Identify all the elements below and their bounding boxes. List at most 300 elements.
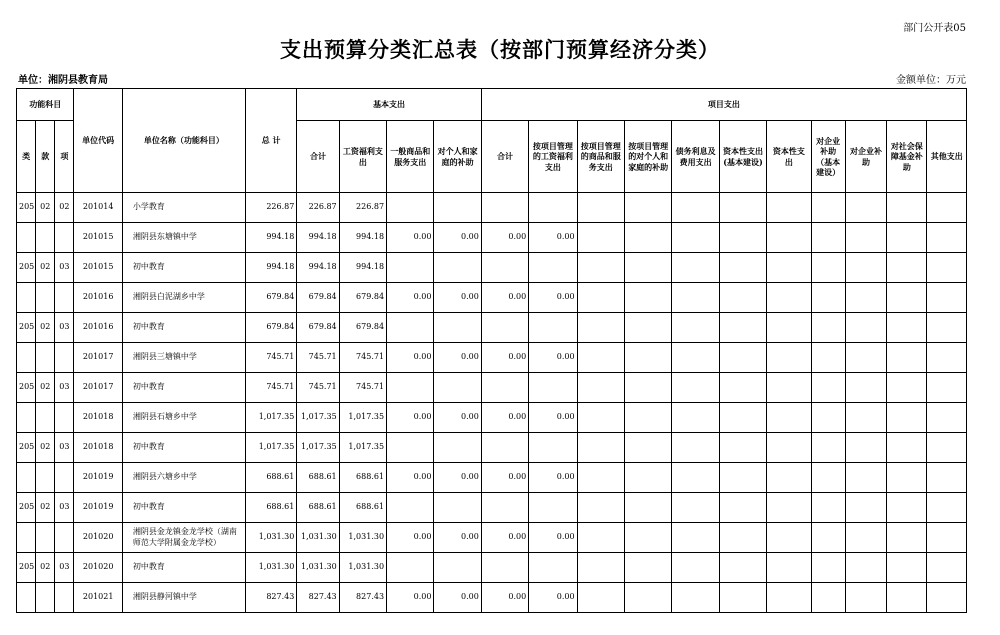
- basic-goods-cell: 0.00: [387, 283, 434, 313]
- empty-cell: [767, 433, 811, 463]
- empty-cell: [811, 403, 845, 433]
- basic-personal-cell: [434, 553, 481, 583]
- empty-cell: [767, 463, 811, 493]
- empty-cell: [845, 523, 886, 553]
- empty-cell: [887, 583, 927, 613]
- empty-cell: [672, 313, 719, 343]
- kuan-cell: 02: [36, 493, 55, 523]
- basic-personal-cell: 0.00: [434, 223, 481, 253]
- kuan-cell: 02: [36, 193, 55, 223]
- table-row: [17, 583, 967, 613]
- empty-cell: [845, 553, 886, 583]
- basic-wage-cell: 1,017.35: [339, 433, 386, 463]
- empty-cell: [811, 283, 845, 313]
- basic-goods-cell: [387, 193, 434, 223]
- empty-cell: [811, 193, 845, 223]
- empty-cell: [577, 583, 624, 613]
- project-wage-cell: 0.00: [529, 343, 577, 373]
- empty-cell: [719, 253, 766, 283]
- xiang-cell: 03: [55, 253, 74, 283]
- basic-sum-cell: 994.18: [297, 253, 339, 283]
- empty-cell: [887, 463, 927, 493]
- empty-cell: [625, 313, 672, 343]
- project-sum-cell: [481, 253, 528, 283]
- empty-cell: [845, 583, 886, 613]
- empty-cell: [767, 283, 811, 313]
- kuan-cell: [36, 463, 55, 493]
- lei-cell: [17, 463, 36, 493]
- total-cell: 226.87: [245, 193, 296, 223]
- total-cell: 1,017.35: [245, 433, 296, 463]
- table-row: [17, 523, 967, 553]
- empty-cell: [927, 403, 967, 433]
- lei-cell: [17, 283, 36, 313]
- table-body: [17, 193, 967, 613]
- empty-cell: [625, 223, 672, 253]
- project-col-header: 对企业补助（基本建设）: [811, 121, 845, 193]
- empty-cell: [767, 523, 811, 553]
- project-wage-cell: 0.00: [529, 523, 577, 553]
- func-subject-header: 功能科目: [17, 89, 74, 121]
- unit-code-cell: 201019: [74, 463, 122, 493]
- unit-code-cell: 201015: [74, 253, 122, 283]
- empty-cell: [577, 283, 624, 313]
- empty-cell: [887, 313, 927, 343]
- basic-personal-cell: [434, 493, 481, 523]
- form-number: 部门公开表05: [903, 23, 966, 34]
- basic-sum-cell: 688.61: [297, 493, 339, 523]
- empty-cell: [887, 433, 927, 463]
- empty-cell: [577, 313, 624, 343]
- total-cell: 827.43: [245, 583, 296, 613]
- empty-cell: [719, 433, 766, 463]
- basic-wage-cell: 994.18: [339, 253, 386, 283]
- unit-name-cell: 湘阴县六塘乡中学: [122, 463, 245, 493]
- unit-name-cell: 湘阴县静河镇中学: [122, 583, 245, 613]
- project-wage-cell: [529, 313, 577, 343]
- empty-cell: [811, 433, 845, 463]
- empty-cell: [625, 433, 672, 463]
- table-row: [17, 343, 967, 373]
- kuan-cell: 02: [36, 253, 55, 283]
- xiang-cell: 03: [55, 433, 74, 463]
- project-sum-cell: [481, 193, 528, 223]
- unit-name-cell: 初中教育: [122, 553, 245, 583]
- empty-cell: [625, 403, 672, 433]
- empty-cell: [577, 433, 624, 463]
- empty-cell: [719, 493, 766, 523]
- basic-wage-cell: 688.61: [339, 493, 386, 523]
- kuan-cell: 02: [36, 373, 55, 403]
- empty-cell: [811, 313, 845, 343]
- kuan-cell: 02: [36, 553, 55, 583]
- project-sum-cell: 0.00: [481, 583, 528, 613]
- empty-cell: [845, 223, 886, 253]
- project-col-header: 对社会保障基金补助: [887, 121, 927, 193]
- empty-cell: [927, 493, 967, 523]
- project-wage-cell: [529, 433, 577, 463]
- unit-code-cell: 201016: [74, 313, 122, 343]
- table-row: [17, 223, 967, 253]
- basic-goods-cell: [387, 493, 434, 523]
- empty-cell: [719, 403, 766, 433]
- project-col-header: 合计: [481, 121, 528, 193]
- unit-label: 单位：湘阴县教育局: [18, 75, 108, 86]
- basic-wage-cell: 994.18: [339, 223, 386, 253]
- lei-cell: 205: [17, 373, 36, 403]
- project-wage-cell: [529, 193, 577, 223]
- empty-cell: [672, 343, 719, 373]
- empty-cell: [887, 493, 927, 523]
- empty-cell: [887, 343, 927, 373]
- basic-goods-cell: 0.00: [387, 403, 434, 433]
- empty-cell: [927, 523, 967, 553]
- kuan-cell: [36, 403, 55, 433]
- empty-cell: [719, 223, 766, 253]
- basic-goods-cell: [387, 433, 434, 463]
- empty-cell: [719, 553, 766, 583]
- basic-wage-cell: 679.84: [339, 313, 386, 343]
- table-row: [17, 283, 967, 313]
- empty-cell: [625, 253, 672, 283]
- empty-cell: [887, 403, 927, 433]
- total-cell: 1,031.30: [245, 523, 296, 553]
- project-sum-cell: [481, 493, 528, 523]
- xiang-header: 项: [55, 121, 74, 193]
- empty-cell: [625, 373, 672, 403]
- unit-code-cell: 201014: [74, 193, 122, 223]
- unit-name-cell: 湘阴县三塘镇中学: [122, 343, 245, 373]
- table-row: [17, 193, 967, 223]
- total-cell: 994.18: [245, 223, 296, 253]
- total-cell: 1,017.35: [245, 403, 296, 433]
- table-row: [17, 463, 967, 493]
- empty-cell: [767, 223, 811, 253]
- unit-code-cell: 201018: [74, 403, 122, 433]
- empty-cell: [811, 553, 845, 583]
- basic-sum-cell: 745.71: [297, 373, 339, 403]
- empty-cell: [625, 523, 672, 553]
- empty-cell: [845, 193, 886, 223]
- project-expense-header: 项目支出: [481, 89, 966, 121]
- project-sum-cell: [481, 433, 528, 463]
- empty-cell: [625, 493, 672, 523]
- xiang-cell: [55, 403, 74, 433]
- total-header: 总 计: [245, 89, 296, 193]
- basic-sum-cell: 1,017.35: [297, 403, 339, 433]
- kuan-cell: [36, 343, 55, 373]
- empty-cell: [927, 193, 967, 223]
- empty-cell: [672, 433, 719, 463]
- unit-code-cell: 201020: [74, 553, 122, 583]
- basic-wage-cell: 1,017.35: [339, 403, 386, 433]
- total-cell: 994.18: [245, 253, 296, 283]
- basic-wage-cell: 1,031.30: [339, 523, 386, 553]
- project-sum-cell: [481, 553, 528, 583]
- table-row: [17, 433, 967, 463]
- empty-cell: [767, 343, 811, 373]
- empty-cell: [845, 283, 886, 313]
- empty-cell: [672, 523, 719, 553]
- project-wage-cell: [529, 373, 577, 403]
- empty-cell: [811, 343, 845, 373]
- empty-cell: [887, 553, 927, 583]
- empty-cell: [927, 283, 967, 313]
- unit-name-cell: 初中教育: [122, 253, 245, 283]
- empty-cell: [927, 223, 967, 253]
- project-sum-cell: 0.00: [481, 403, 528, 433]
- kuan-cell: 02: [36, 313, 55, 343]
- empty-cell: [577, 403, 624, 433]
- unit-code-cell: 201018: [74, 433, 122, 463]
- project-wage-cell: [529, 493, 577, 523]
- lei-cell: 205: [17, 553, 36, 583]
- empty-cell: [887, 193, 927, 223]
- empty-cell: [719, 283, 766, 313]
- unit-name-cell: 湘阴县金龙镇金龙学校（湖南师范大学附属金龙学校）: [122, 523, 245, 553]
- budget-table: [16, 88, 967, 613]
- basic-expense-header: 基本支出: [297, 89, 482, 121]
- basic-wage-cell: 688.61: [339, 463, 386, 493]
- empty-cell: [845, 493, 886, 523]
- unit-name-cell: 初中教育: [122, 493, 245, 523]
- table-row: [17, 253, 967, 283]
- project-col-header: 按项目管理的对个人和家庭的补助: [625, 121, 672, 193]
- empty-cell: [845, 433, 886, 463]
- unit-code-cell: 201017: [74, 343, 122, 373]
- basic-personal-cell: [434, 193, 481, 223]
- project-sum-cell: 0.00: [481, 223, 528, 253]
- project-sum-cell: 0.00: [481, 283, 528, 313]
- empty-cell: [577, 463, 624, 493]
- basic-sum-cell: 745.71: [297, 343, 339, 373]
- total-cell: 688.61: [245, 463, 296, 493]
- basic-col-header: 对个人和家庭的补助: [434, 121, 481, 193]
- empty-cell: [845, 373, 886, 403]
- project-sum-cell: [481, 313, 528, 343]
- project-sum-cell: 0.00: [481, 523, 528, 553]
- kuan-header: 款: [36, 121, 55, 193]
- basic-goods-cell: 0.00: [387, 463, 434, 493]
- empty-cell: [811, 463, 845, 493]
- basic-sum-cell: 679.84: [297, 313, 339, 343]
- total-cell: 745.71: [245, 343, 296, 373]
- empty-cell: [577, 253, 624, 283]
- empty-cell: [672, 583, 719, 613]
- project-col-header: 按项目管理的工资福利支出: [529, 121, 577, 193]
- empty-cell: [672, 193, 719, 223]
- project-sum-cell: 0.00: [481, 463, 528, 493]
- empty-cell: [845, 463, 886, 493]
- empty-cell: [767, 193, 811, 223]
- kuan-cell: 02: [36, 433, 55, 463]
- unit-name-cell: 初中教育: [122, 433, 245, 463]
- unit-code-cell: 201017: [74, 373, 122, 403]
- total-cell: 1,031.30: [245, 553, 296, 583]
- lei-cell: 205: [17, 253, 36, 283]
- project-col-header: 其他支出: [927, 121, 967, 193]
- basic-sum-cell: 827.43: [297, 583, 339, 613]
- empty-cell: [719, 313, 766, 343]
- lei-cell: [17, 403, 36, 433]
- basic-personal-cell: 0.00: [434, 343, 481, 373]
- basic-goods-cell: 0.00: [387, 523, 434, 553]
- empty-cell: [625, 553, 672, 583]
- basic-personal-cell: 0.00: [434, 283, 481, 313]
- empty-cell: [767, 493, 811, 523]
- empty-cell: [577, 373, 624, 403]
- basic-sum-cell: 1,031.30: [297, 553, 339, 583]
- project-col-header: 按项目管理的商品和服务支出: [577, 121, 624, 193]
- basic-personal-cell: 0.00: [434, 403, 481, 433]
- basic-personal-cell: 0.00: [434, 583, 481, 613]
- project-col-header: 债务利息及费用支出: [672, 121, 719, 193]
- empty-cell: [767, 313, 811, 343]
- unit-code-cell: 201019: [74, 493, 122, 523]
- empty-cell: [625, 343, 672, 373]
- xiang-cell: 03: [55, 553, 74, 583]
- empty-cell: [811, 583, 845, 613]
- amount-unit-label: 金额单位：万元: [896, 75, 966, 86]
- table-row: [17, 493, 967, 523]
- empty-cell: [845, 403, 886, 433]
- basic-wage-cell: 827.43: [339, 583, 386, 613]
- total-cell: 679.84: [245, 313, 296, 343]
- empty-cell: [577, 223, 624, 253]
- empty-cell: [767, 373, 811, 403]
- basic-col-header: 工资福利支出: [339, 121, 386, 193]
- empty-cell: [719, 343, 766, 373]
- empty-cell: [811, 253, 845, 283]
- project-col-header: 资本性支出: [767, 121, 811, 193]
- empty-cell: [577, 193, 624, 223]
- empty-cell: [672, 223, 719, 253]
- lei-cell: [17, 223, 36, 253]
- kuan-cell: [36, 223, 55, 253]
- unit-name-cell: 初中教育: [122, 313, 245, 343]
- empty-cell: [927, 463, 967, 493]
- basic-wage-cell: 226.87: [339, 193, 386, 223]
- kuan-cell: [36, 523, 55, 553]
- project-wage-cell: [529, 253, 577, 283]
- empty-cell: [927, 313, 967, 343]
- lei-cell: [17, 523, 36, 553]
- empty-cell: [767, 403, 811, 433]
- xiang-cell: 03: [55, 373, 74, 403]
- lei-cell: 205: [17, 313, 36, 343]
- unit-name-cell: 湘阴县石塘乡中学: [122, 403, 245, 433]
- xiang-cell: 02: [55, 193, 74, 223]
- unit-name-header: 单位名称（功能科目）: [122, 89, 245, 193]
- project-wage-cell: 0.00: [529, 463, 577, 493]
- total-cell: 745.71: [245, 373, 296, 403]
- xiang-cell: [55, 343, 74, 373]
- table-row: [17, 403, 967, 433]
- lei-header: 类: [17, 121, 36, 193]
- empty-cell: [719, 373, 766, 403]
- unit-name-cell: 湘阴县白泥湖乡中学: [122, 283, 245, 313]
- basic-goods-cell: [387, 553, 434, 583]
- basic-goods-cell: 0.00: [387, 583, 434, 613]
- empty-cell: [927, 583, 967, 613]
- project-col-header: 资本性支出(基本建设): [719, 121, 766, 193]
- empty-cell: [577, 493, 624, 523]
- empty-cell: [927, 553, 967, 583]
- total-cell: 679.84: [245, 283, 296, 313]
- empty-cell: [672, 283, 719, 313]
- empty-cell: [625, 463, 672, 493]
- lei-cell: 205: [17, 433, 36, 463]
- empty-cell: [927, 343, 967, 373]
- empty-cell: [927, 433, 967, 463]
- empty-cell: [577, 523, 624, 553]
- empty-cell: [887, 523, 927, 553]
- lei-cell: 205: [17, 493, 36, 523]
- empty-cell: [845, 313, 886, 343]
- lei-cell: [17, 583, 36, 613]
- unit-code-header: 单位代码: [74, 89, 122, 193]
- empty-cell: [811, 223, 845, 253]
- empty-cell: [625, 283, 672, 313]
- xiang-cell: [55, 523, 74, 553]
- table-row: [17, 373, 967, 403]
- empty-cell: [767, 253, 811, 283]
- lei-cell: 205: [17, 193, 36, 223]
- basic-wage-cell: 745.71: [339, 343, 386, 373]
- empty-cell: [767, 553, 811, 583]
- table-row: [17, 553, 967, 583]
- empty-cell: [887, 253, 927, 283]
- basic-wage-cell: 1,031.30: [339, 553, 386, 583]
- empty-cell: [887, 373, 927, 403]
- empty-cell: [625, 193, 672, 223]
- basic-personal-cell: [434, 373, 481, 403]
- empty-cell: [672, 373, 719, 403]
- empty-cell: [625, 583, 672, 613]
- basic-col-header: 一般商品和服务支出: [387, 121, 434, 193]
- basic-goods-cell: 0.00: [387, 223, 434, 253]
- total-cell: 688.61: [245, 493, 296, 523]
- empty-cell: [767, 583, 811, 613]
- xiang-cell: 03: [55, 313, 74, 343]
- empty-cell: [811, 373, 845, 403]
- xiang-cell: [55, 583, 74, 613]
- empty-cell: [672, 463, 719, 493]
- xiang-cell: 03: [55, 493, 74, 523]
- unit-name-cell: 湘阴县东塘镇中学: [122, 223, 245, 253]
- basic-sum-cell: 688.61: [297, 463, 339, 493]
- basic-personal-cell: [434, 253, 481, 283]
- empty-cell: [577, 553, 624, 583]
- unit-code-cell: 201021: [74, 583, 122, 613]
- basic-personal-cell: [434, 433, 481, 463]
- unit-code-cell: 201015: [74, 223, 122, 253]
- project-wage-cell: 0.00: [529, 223, 577, 253]
- kuan-cell: [36, 283, 55, 313]
- basic-sum-cell: 226.87: [297, 193, 339, 223]
- basic-goods-cell: [387, 313, 434, 343]
- basic-personal-cell: 0.00: [434, 463, 481, 493]
- project-wage-cell: 0.00: [529, 283, 577, 313]
- basic-sum-cell: 994.18: [297, 223, 339, 253]
- empty-cell: [845, 253, 886, 283]
- basic-wage-cell: 745.71: [339, 373, 386, 403]
- basic-goods-cell: [387, 253, 434, 283]
- basic-col-header: 合计: [297, 121, 339, 193]
- empty-cell: [577, 343, 624, 373]
- project-sum-cell: [481, 373, 528, 403]
- basic-sum-cell: 1,017.35: [297, 433, 339, 463]
